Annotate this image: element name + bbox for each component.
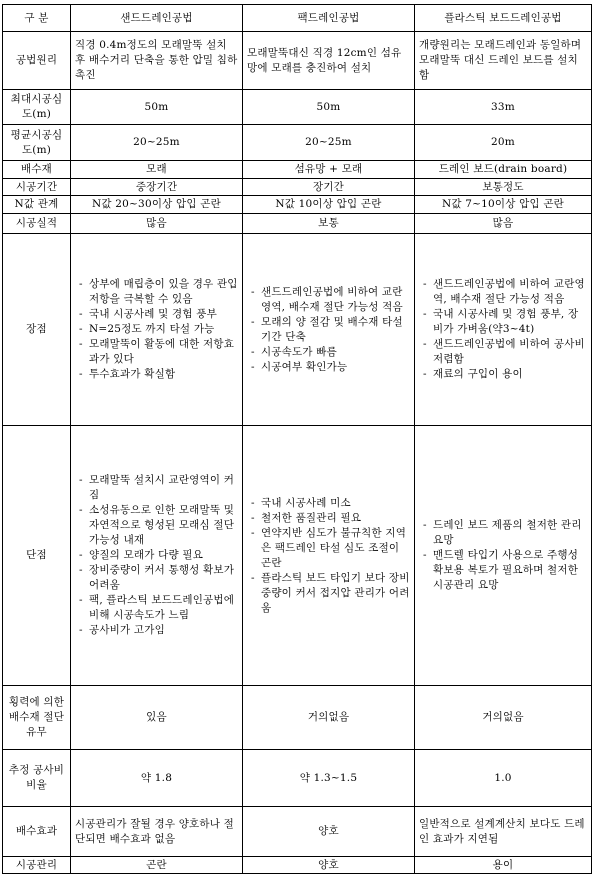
advantages-plastic-board	[415, 234, 592, 426]
cost-ratio-sand-drain: 약 1.8	[71, 750, 243, 807]
label-record: 시공실적	[3, 214, 71, 234]
list-item: - 장비중량이 커서 통행성 확보가 어려움	[79, 563, 238, 593]
disadvantages-sand-drain	[71, 426, 243, 686]
row-drain-effect	[3, 807, 592, 857]
disadvantages-pack-drain	[243, 426, 415, 686]
list-item: - 재료의 구입이 용이	[423, 367, 587, 382]
list-item: - 양질의 모래가 다량 필요	[79, 548, 238, 563]
list-item: - 상부에 매립층이 있을 경우 관입저항을 극복할 수 있음	[79, 277, 238, 307]
principle-sand-drain: 직경 0.4m정도의 모래말뚝 설치 후 배수거리 단축을 통한 압밀 침하촉진	[71, 32, 243, 90]
n-value-pack-drain: N값 10이상 압입 곤란	[243, 196, 415, 214]
row-disadvantages	[3, 426, 592, 686]
max-depth-plastic-board: 33m	[415, 90, 592, 125]
row-advantages	[3, 234, 592, 426]
cost-ratio-plastic-board: 1.0	[415, 750, 592, 807]
principle-pack-drain: 모래말뚝대신 직경 12cm인 섬유망에 모래를 충진하여 설치	[243, 32, 415, 90]
record-pack-drain: 보통	[243, 214, 415, 234]
list-item: - 모래의 양 절감 및 배수재 타설기간 단축	[251, 315, 410, 345]
period-sand-drain: 중장기간	[71, 179, 243, 196]
header-row	[3, 5, 592, 32]
label-principle: 공법원리	[3, 32, 71, 90]
row-lateral-cut	[3, 686, 592, 750]
avg-depth-plastic-board: 20m	[415, 125, 592, 161]
period-plastic-board: 보통정도	[415, 179, 592, 196]
drain-effect-plastic-board: 일반적으로 설계계산치 보다도 드레인 효과가 지연됨	[415, 807, 592, 857]
list-item: - 공사비가 고가임	[79, 623, 238, 638]
disadvantages-plastic-board	[415, 426, 592, 686]
lateral-cut-pack-drain: 거의없음	[243, 686, 415, 750]
label-advantages: 장점	[3, 234, 71, 426]
header-category: 구 분	[3, 5, 71, 32]
row-principle	[3, 32, 592, 90]
list-item: - 시공여부 확인가능	[251, 360, 410, 375]
label-drain-effect: 배수효과	[3, 807, 71, 857]
period-pack-drain: 장기간	[243, 179, 415, 196]
list-item: - 국내 시공사례 및 경험 풍부	[79, 307, 238, 322]
header-pack-drain: 팩드레인공법	[243, 5, 415, 32]
list-item: - N=25정도 까지 타설 가능	[79, 322, 238, 337]
drain-material-plastic-board: 드레인 보드(drain board)	[415, 161, 592, 179]
list-item: - 맨드렐 타입기 사용으로 주행성 확보용 복토가 필요하며 철저한 시공관리 요망	[423, 548, 587, 593]
drain-material-pack-drain: 섬유망 + 모래	[243, 161, 415, 179]
header-plastic-board-drain: 플라스틱 보드드레인공법	[415, 5, 592, 32]
list-item: - 팩, 플라스틱 보드드레인공법에 비해 시공속도가 느림	[79, 593, 238, 623]
avg-depth-pack-drain: 20~25m	[243, 125, 415, 161]
list-item: - 샌드드레인공법에 비하여 공사비 저렴함	[423, 337, 587, 367]
drain-method-comparison-table	[2, 4, 592, 874]
management-pack-drain: 양호	[243, 857, 415, 874]
advantages-sand-drain	[71, 234, 243, 426]
management-sand-drain: 곤란	[71, 857, 243, 874]
row-max-depth	[3, 90, 592, 125]
list-item: - 샌드드레인공법에 비하여 교란영역, 배수재 절단 가능성 적음	[423, 277, 587, 307]
row-record	[3, 214, 592, 234]
label-disadvantages: 단점	[3, 426, 71, 686]
n-value-sand-drain: N값 20~30이상 압입 곤란	[71, 196, 243, 214]
list-item: - 모래말뚝 설치시 교란영역이 커짐	[79, 473, 238, 503]
list-item: - 소성유동으로 인한 모래말뚝 및 자연적으로 형성된 모래심 절단가능성 내재	[79, 503, 238, 548]
list-item: - 투수효과가 확실함	[79, 367, 238, 382]
cost-ratio-pack-drain: 약 1.3~1.5	[243, 750, 415, 807]
lateral-cut-plastic-board: 거의없음	[415, 686, 592, 750]
label-cost-ratio: 추정 공사비 비율	[3, 750, 71, 807]
row-management	[3, 857, 592, 874]
principle-plastic-board: 개량원리는 모래드레인과 동일하며 모래말뚝 대신 드레인 보드를 설치함	[415, 32, 592, 90]
drain-effect-sand-drain: 시공관리가 잘될 경우 양호하나 절단되면 배수효과 없음	[71, 807, 243, 857]
list-item: - 플라스틱 보드 타입기 보다 장비중량이 커서 접지압 관리가 어려움	[251, 571, 410, 616]
label-lateral-cut: 횡력에 의한 배수재 절단 유무	[3, 686, 71, 750]
label-avg-depth: 평균시공심도(m)	[3, 125, 71, 161]
max-depth-sand-drain: 50m	[71, 90, 243, 125]
list-item: - 샌드드레인공법에 비하여 교란영역, 배수재 절단 가능성 적음	[251, 285, 410, 315]
record-sand-drain: 많음	[71, 214, 243, 234]
row-cost-ratio	[3, 750, 592, 807]
drain-material-sand-drain: 모래	[71, 161, 243, 179]
list-item: - 국내 시공사례 미소	[251, 496, 410, 511]
drain-effect-pack-drain: 양호	[243, 807, 415, 857]
row-n-value	[3, 196, 592, 214]
row-period	[3, 179, 592, 196]
management-plastic-board: 용이	[415, 857, 592, 874]
label-drain-material: 배수재	[3, 161, 71, 179]
n-value-plastic-board: N값 7~10이상 압입 곤란	[415, 196, 592, 214]
avg-depth-sand-drain: 20~25m	[71, 125, 243, 161]
lateral-cut-sand-drain: 있음	[71, 686, 243, 750]
label-n-value: N값 관계	[3, 196, 71, 214]
label-management: 시공관리	[3, 857, 71, 874]
record-plastic-board: 많음	[415, 214, 592, 234]
advantages-pack-drain	[243, 234, 415, 426]
max-depth-pack-drain: 50m	[243, 90, 415, 125]
label-max-depth: 최대시공심도(m)	[3, 90, 71, 125]
list-item: - 국내 시공사례 및 경험 풍부, 장비가 가벼움(약3~4t)	[423, 307, 587, 337]
row-avg-depth	[3, 125, 592, 161]
list-item: - 시공속도가 빠름	[251, 345, 410, 360]
list-item: - 드레인 보드 제품의 철저한 관리요망	[423, 518, 587, 548]
label-period: 시공기간	[3, 179, 71, 196]
list-item: - 연약지반 심도가 불규칙한 지역은 팩드레인 타설 심도 조절이 곤란	[251, 526, 410, 571]
list-item: - 철저한 품질관리 필요	[251, 511, 410, 526]
header-sand-drain: 샌드드레인공법	[71, 5, 243, 32]
list-item: - 모래말뚝이 활동에 대한 저항효과가 있다	[79, 337, 238, 367]
row-drain-material	[3, 161, 592, 179]
